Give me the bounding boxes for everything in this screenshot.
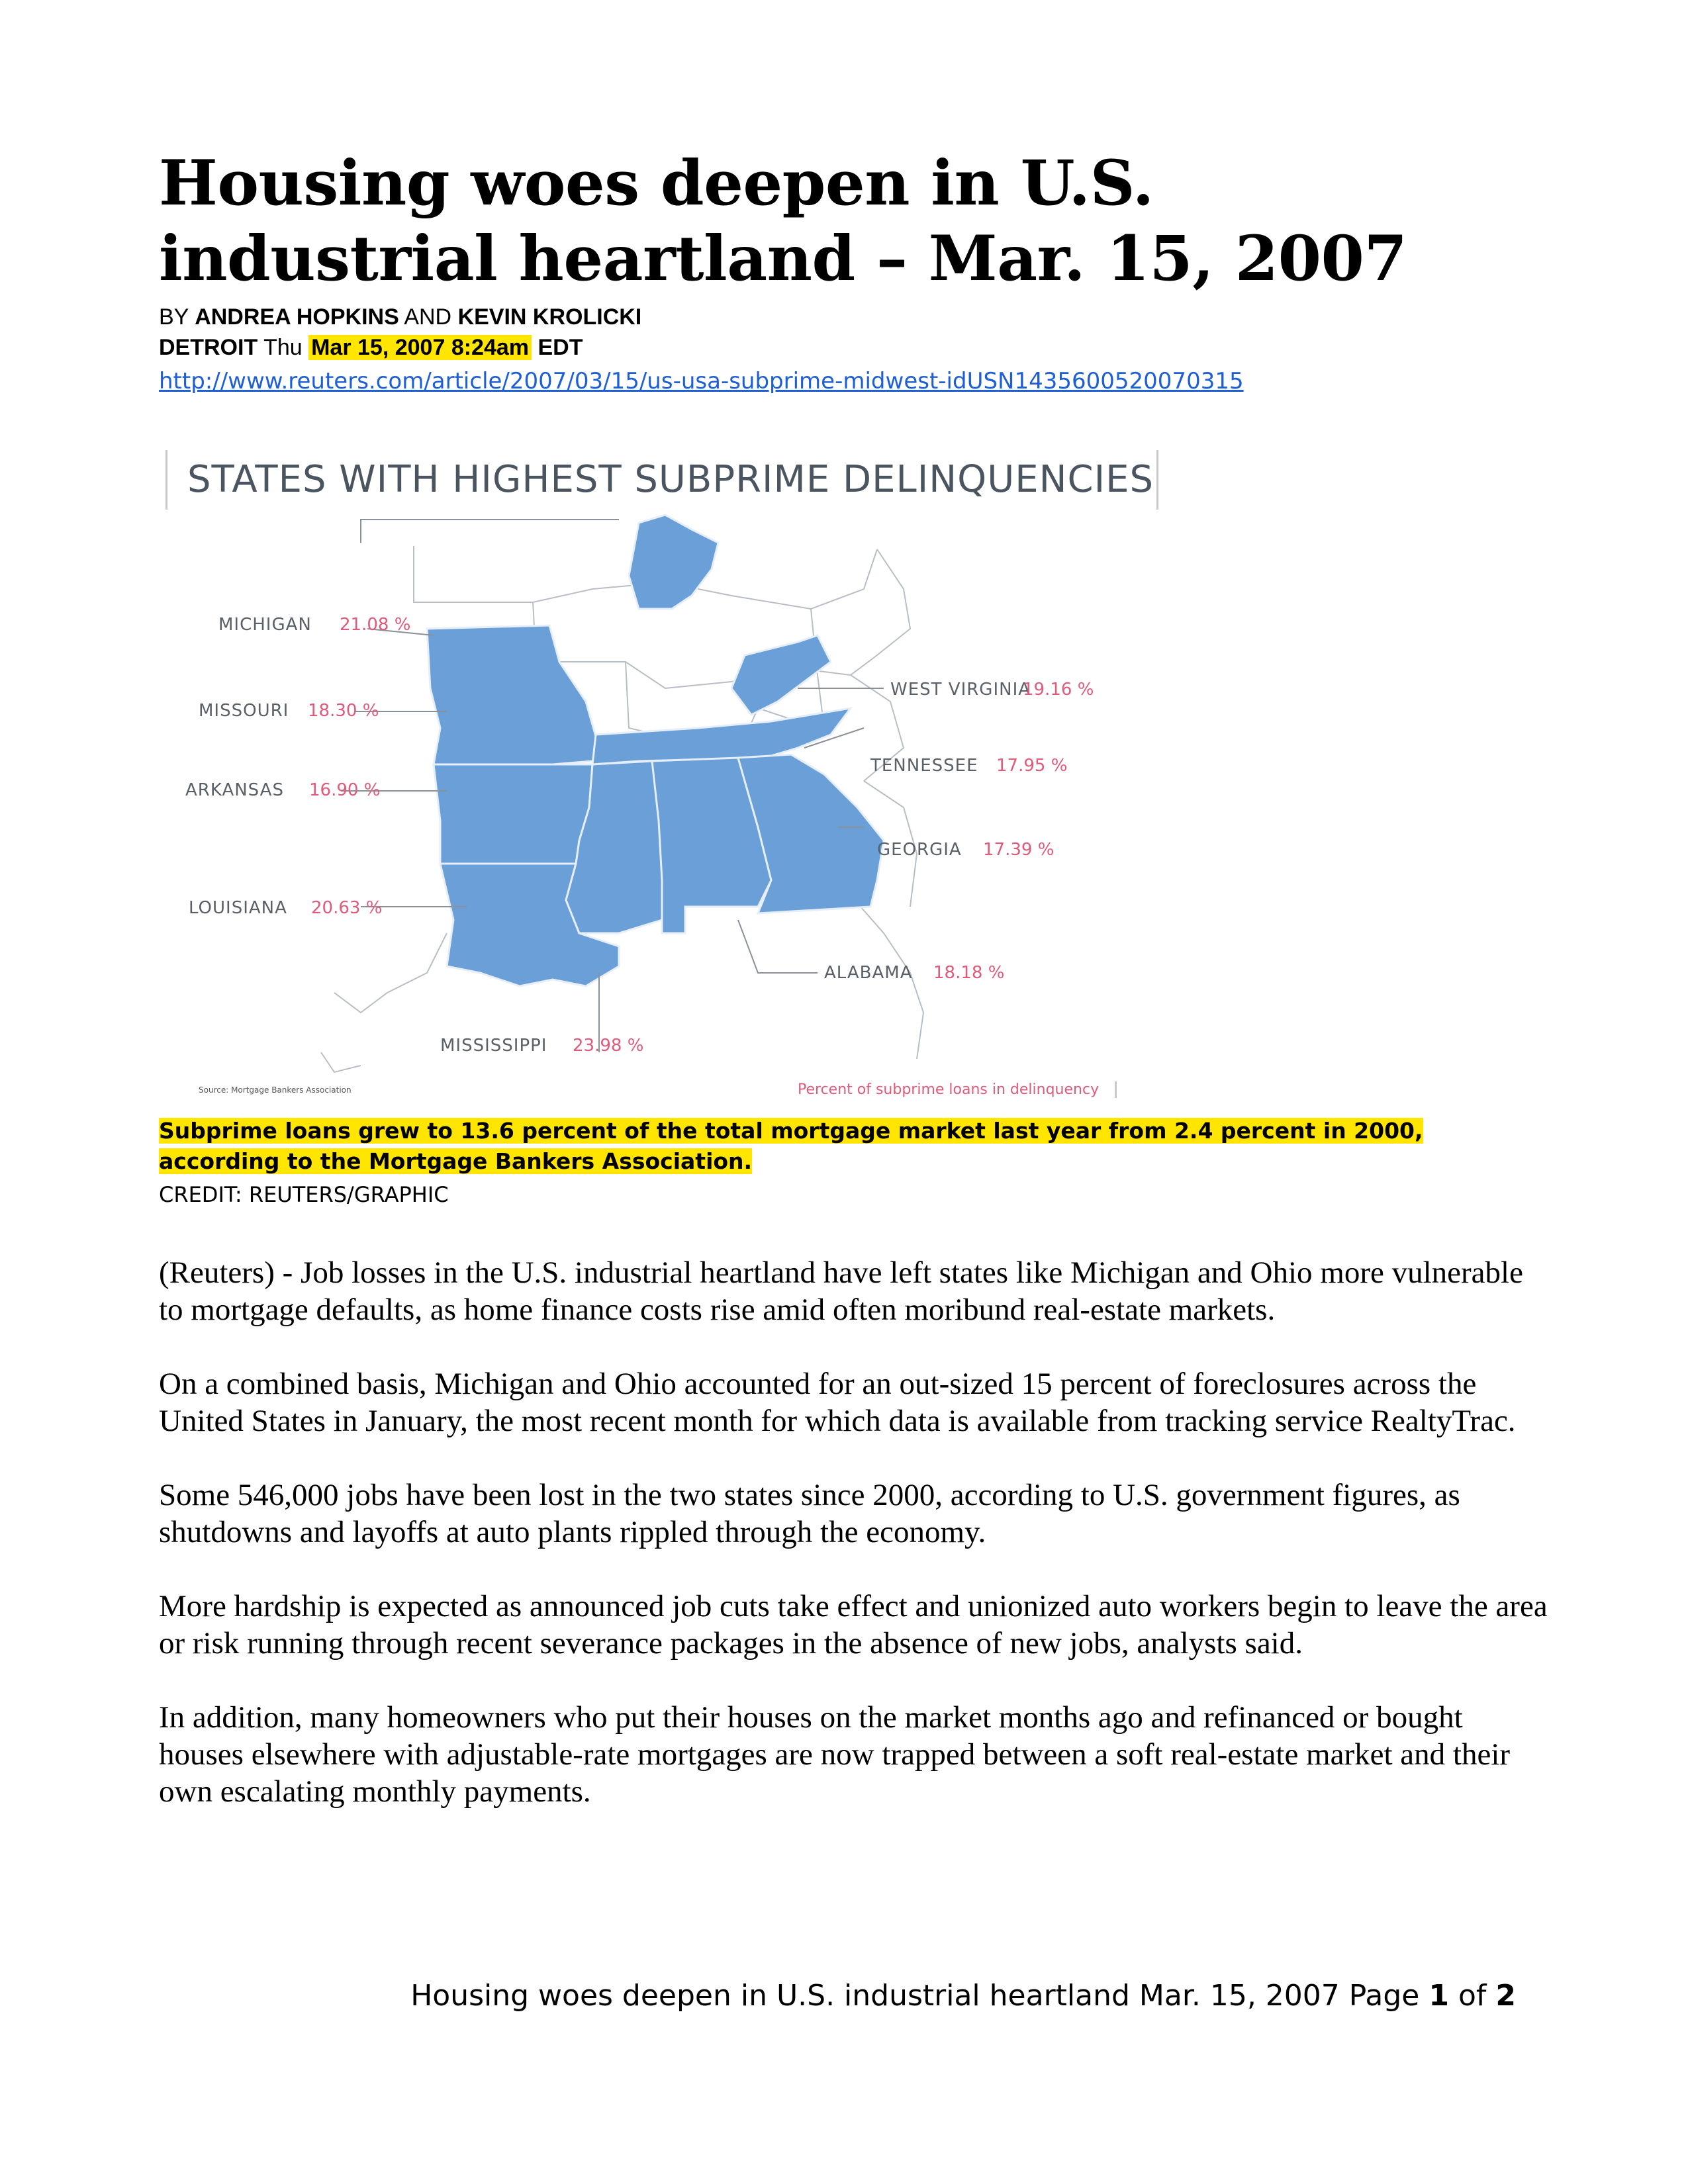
- label-georgia: GEORGIA: [877, 840, 962, 860]
- graphic-source: Source: Mortgage Bankers Association: [199, 1085, 352, 1095]
- missouri-shape: [427, 625, 599, 764]
- arkansas-shape: [434, 764, 592, 864]
- value-louisiana: 20.63 %: [311, 898, 383, 918]
- value-arkansas: 16.90 %: [309, 780, 381, 800]
- dateline-date: Mar 15, 2007 8:24am: [308, 335, 532, 360]
- footer-page-label: Page: [1348, 1979, 1420, 2013]
- body-paragraph: (Reuters) - Job losses in the U.S. industrial heartland have left states like Michigan and Ohio more vulnerable to mortgage defaults, as home finance costs rise amid often moribund real-estate markets.: [159, 1255, 1523, 1327]
- author-2: KEVIN KROLICKI: [457, 304, 642, 330]
- dateline: [159, 335, 583, 360]
- footer-of-label: of: [1458, 1979, 1487, 2013]
- body-paragraph: Some 546,000 jobs have been lost in the two states since 2000, according to U.S. government figures, as shutdowns and layoffs at auto plants rippled through the economy.: [159, 1478, 1460, 1549]
- dateline-tz: EDT: [538, 335, 583, 360]
- graphic-legend-note: Percent of subprime loans in delinquency: [798, 1081, 1117, 1098]
- author-1: ANDREA HOPKINS: [195, 304, 399, 330]
- body-paragraph: On a combined basis, Michigan and Ohio accounted for an out-sized 15 percent of foreclosures across the United States in January, the most recent month for which data is available from tracking service RealtyTrac.: [159, 1367, 1516, 1438]
- byline-prefix: BY: [159, 304, 189, 330]
- page-footer: [324, 1978, 1516, 2015]
- article-headline: [159, 146, 1549, 296]
- label-louisiana: LOUISIANA: [189, 898, 287, 918]
- byline: [159, 304, 641, 330]
- michigan-shape: [629, 515, 718, 609]
- footer-page-total: 2: [1495, 1979, 1516, 2013]
- body-paragraph: In addition, many homeowners who put their houses on the market months ago and refinanced or bought houses elsewhere with adjustable-rate mortgages are now trapped between a soft real-estate market and their own escalating monthly payments.: [159, 1700, 1511, 1809]
- label-arkansas: ARKANSAS: [185, 780, 284, 800]
- label-tennessee: TENNESSEE: [870, 756, 978, 776]
- headline-line-2: industrial heartland – Mar. 15, 2007: [159, 222, 1407, 295]
- caption-text: Subprime loans grew to 13.6 percent of the total mortgage market last year from 2.4 percent in 2000, according to the Mortgage Bankers Association.: [159, 1118, 1423, 1174]
- label-missouri: MISSOURI: [199, 701, 289, 721]
- dateline-day: Thu: [263, 335, 303, 360]
- footer-title: Housing woes deepen in U.S. industrial heartland Mar. 15, 2007: [410, 1979, 1340, 2013]
- west-virginia-shape: [731, 635, 831, 715]
- highlighted-states: [427, 515, 884, 986]
- value-alabama: 18.18 %: [933, 963, 1005, 983]
- headline-line-1: Housing woes deepen in U.S.: [159, 147, 1154, 220]
- value-missouri: 18.30 %: [308, 701, 379, 721]
- graphic-caption: [159, 1116, 1536, 1177]
- graphic-credit: CREDIT: REUTERS/GRAPHIC: [159, 1182, 449, 1207]
- value-west-virginia: 19.16 %: [1023, 680, 1094, 700]
- graphic-title: STATES WITH HIGHEST SUBPRIME DELINQUENCIES: [165, 450, 1158, 510]
- label-mississippi: MISSISSIPPI: [440, 1036, 547, 1056]
- label-alabama: ALABAMA: [824, 963, 913, 983]
- article-url-link[interactable]: http://www.reuters.com/article/2007/03/15/us-usa-subprime-midwest-idUSN1435600520070315: [159, 368, 1244, 394]
- body-paragraph: More hardship is expected as announced job cuts take effect and unionized auto workers begin to leave the area or risk running through recent severance packages in the absence of new jobs, analysts said.: [159, 1589, 1548, 1661]
- footer-page-current: 1: [1429, 1979, 1449, 2013]
- label-west-virginia: WEST VIRGINIA: [890, 680, 1031, 700]
- byline-and: AND: [404, 304, 452, 330]
- article-body: [159, 1254, 1549, 1847]
- tennessee-shape: [592, 708, 851, 764]
- states-map: [162, 510, 1165, 1092]
- value-tennessee: 17.95 %: [996, 756, 1068, 776]
- value-michigan: 21.08 %: [340, 615, 411, 635]
- value-georgia: 17.39 %: [983, 840, 1055, 860]
- label-michigan: MICHIGAN: [218, 615, 312, 635]
- dateline-city: DETROIT: [159, 335, 258, 360]
- value-mississippi: 23.98 %: [573, 1036, 644, 1056]
